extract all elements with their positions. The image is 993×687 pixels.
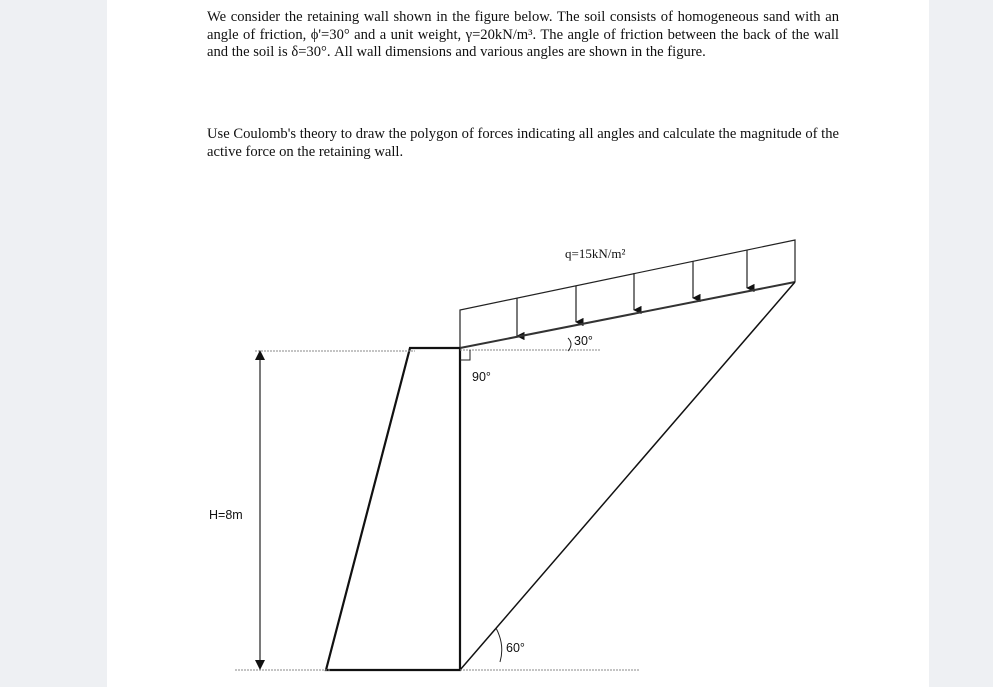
retaining-wall — [326, 348, 460, 670]
problem-paragraph-1: We consider the retaining wall shown in the figure below. The soil consists of homogeneous sand with an angle of friction, ϕ'=30° and a unit weight, γ=20kN/m³. The angle of friction between the back of the wall and the soil is δ=30°. All wall dimensions and various angles are shown in the figure. — [207, 9, 839, 60]
height-arrow-bottom — [255, 660, 265, 670]
backfill-angle-arc — [568, 338, 571, 351]
surcharge-outline — [460, 240, 795, 348]
failure-plane — [460, 282, 795, 670]
right-angle-mark — [460, 350, 470, 360]
failure-angle-arc — [496, 628, 502, 662]
surcharge-load — [460, 240, 795, 348]
height-label: H=8m — [209, 508, 243, 522]
backfill-angle-label: 30° — [574, 334, 593, 348]
surcharge-label: q=15kN/m² — [565, 246, 626, 261]
back-angle-label: 90° — [472, 370, 491, 384]
problem-paragraph-2: Use Coulomb's theory to draw the polygon of forces indicating all angles and calculate the magnitude of the active force on the retaining wall. — [207, 126, 839, 160]
failure-angle-label: 60° — [506, 641, 525, 655]
backfill-surface — [460, 282, 795, 348]
